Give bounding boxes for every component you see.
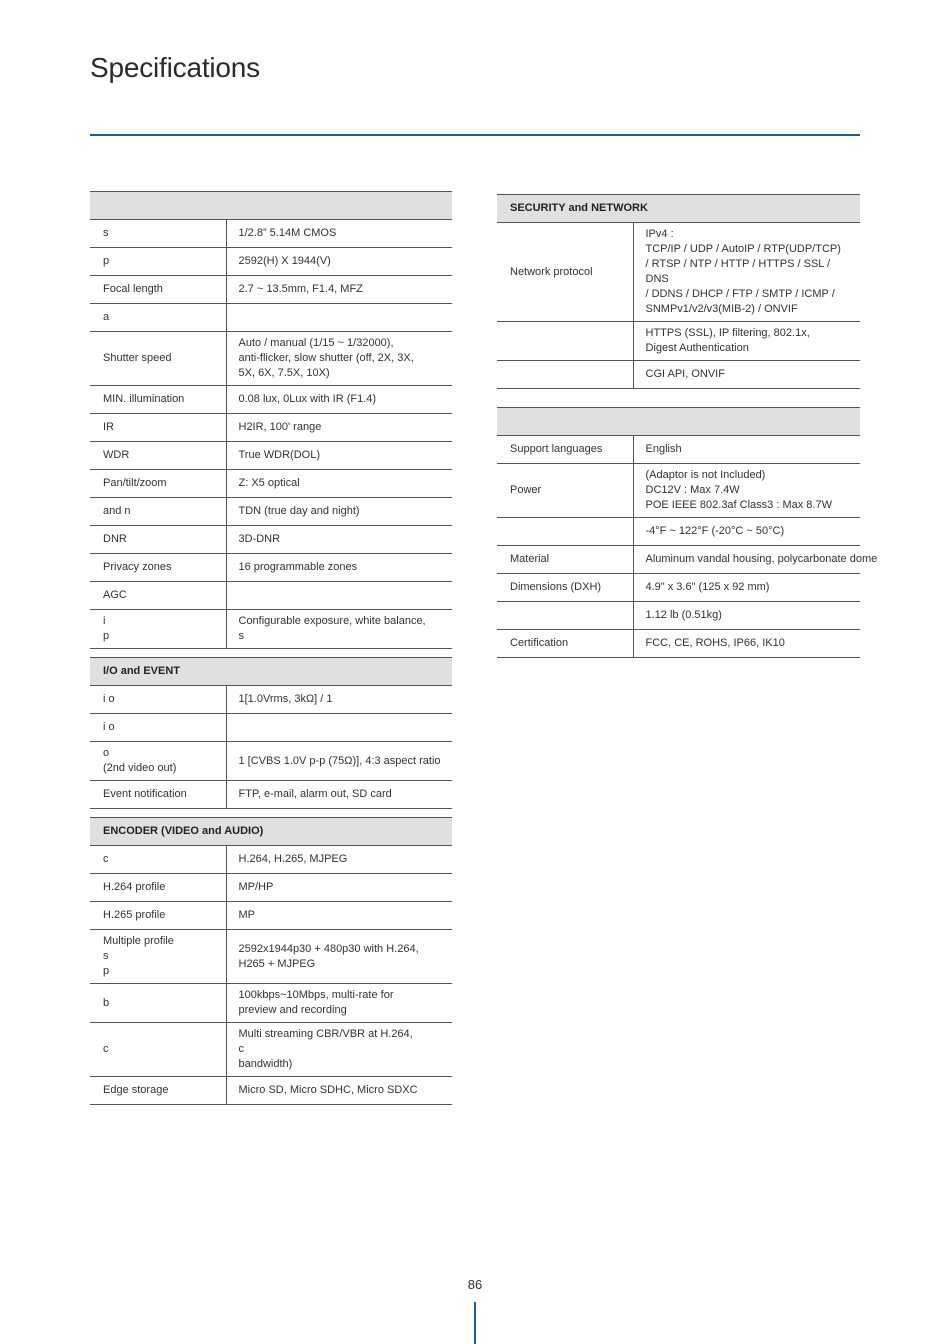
spec-label: c [90,846,226,874]
spec-label: WDR [90,442,226,470]
spec-value: 100kbps~10Mbps, multi-rate for preview and recording [226,984,452,1023]
section-header-row [90,192,452,220]
section-header-row [497,408,860,436]
spec-label: Multiple profile s p [90,930,226,984]
spec-label: c [90,1023,226,1077]
spec-row [90,582,452,610]
spec-value: 16 programmable zones [226,554,452,582]
spec-row [497,602,860,630]
spec-row [90,220,452,248]
section-header [497,408,860,436]
spec-table-section-0 [90,191,452,649]
spec-value: MP/HP [226,874,452,902]
spec-label: and n [90,498,226,526]
spec-label: Dimensions (DXH) [497,574,633,602]
spec-value: 1.12 lb (0.51kg) [633,602,860,630]
spec-row [497,464,860,518]
section-header [90,192,452,220]
spec-row [497,322,860,361]
section-header-row [90,658,452,686]
spec-label: Support languages [497,436,633,464]
spec-label [497,361,633,389]
spec-row [497,630,860,658]
spec-row [90,386,452,414]
spec-row [90,526,452,554]
section-header: ENCODER (VIDEO and AUDIO) [90,818,452,846]
spec-value: 2.7 ~ 13.5mm, F1.4, MFZ [226,276,452,304]
spec-value: True WDR(DOL) [226,442,452,470]
spec-row [497,546,860,574]
spec-value: 2592x1944p30 + 480p30 with H.264, H265 + MJPEG [226,930,452,984]
spec-value: 2592(H) X 1944(V) [226,248,452,276]
spec-value: Aluminum vandal housing, polycarbonate dome [633,546,860,574]
spec-label: H.265 profile [90,902,226,930]
spec-label: Power [497,464,633,518]
spec-row [90,714,452,742]
spec-table-security-and-network [497,194,860,389]
spec-value: Configurable exposure, white balance, s [226,610,452,649]
spec-row [90,498,452,526]
spec-row [90,304,452,332]
spec-value: -4°F ~ 122°F (-20°C ~ 50°C) [633,518,860,546]
spec-row [90,276,452,304]
spec-row [90,248,452,276]
spec-row [497,574,860,602]
spec-row [90,984,452,1023]
spec-row [90,610,452,649]
spec-table-i-o-and-event [90,657,452,809]
spec-value: FTP, e-mail, alarm out, SD card [226,781,452,809]
spec-label: IR [90,414,226,442]
spec-value: MP [226,902,452,930]
spec-label: Privacy zones [90,554,226,582]
spec-row [90,742,452,781]
left-spec-column [90,191,452,1105]
spec-label: Focal length [90,276,226,304]
spec-value [226,714,452,742]
spec-table-encoder-video-and-audio [90,817,452,1105]
spec-row [90,686,452,714]
spec-value: Micro SD, Micro SDHC, Micro SDXC [226,1077,452,1105]
spec-label: Pan/tilt/zoom [90,470,226,498]
spec-value [226,304,452,332]
page-title: Specifications [90,52,260,83]
spec-value: H2IR, 100' range [226,414,452,442]
spec-value: Multi streaming CBR/VBR at H.264, c bandwidth) [226,1023,452,1077]
spec-value [226,582,452,610]
spec-value: H.264, H.265, MJPEG [226,846,452,874]
spec-value: 3D-DNR [226,526,452,554]
section-header-row [90,818,452,846]
spec-label: DNR [90,526,226,554]
spec-value: HTTPS (SSL), IP filtering, 802.1x, Digest Authentication [633,322,860,361]
spec-value: FCC, CE, ROHS, IP66, IK10 [633,630,860,658]
spec-label: p [90,248,226,276]
spec-label: Shutter speed [90,332,226,386]
spec-label: Certification [497,630,633,658]
spec-value: (Adaptor is not Included) DC12V : Max 7.4W POE IEEE 802.3af Class3 : Max 8.7W [633,464,860,518]
spec-row [497,518,860,546]
spec-value: English [633,436,860,464]
spec-label [497,602,633,630]
spec-label: Material [497,546,633,574]
spec-row [497,361,860,389]
spec-label: o (2nd video out) [90,742,226,781]
spec-label: i o [90,686,226,714]
spec-label: H.264 profile [90,874,226,902]
spec-row [90,930,452,984]
spec-value: 0.08 lux, 0Lux with IR (F1.4) [226,386,452,414]
page-number: 86 [467,1277,483,1292]
spec-row [90,470,452,498]
spec-row [497,223,860,322]
spec-label: a [90,304,226,332]
spec-label [497,322,633,361]
spec-label: i p [90,610,226,649]
spec-table-section-1 [497,407,878,658]
spec-value: 1[1.0Vrms, 3kΩ] / 1 [226,686,452,714]
spec-value: 4.9" x 3.6" (125 x 92 mm) [633,574,860,602]
spec-row [90,781,452,809]
spec-value: CGI API, ONVIF [633,361,860,389]
title-divider [90,134,860,136]
spec-label: Network protocol [497,223,633,322]
spec-row [90,1023,452,1077]
spec-label: AGC [90,582,226,610]
spec-value: IPv4 : TCP/IP / UDP / AutoIP / RTP(UDP/TCP) / RTSP / NTP / HTTP / HTTPS / SSL / DNS / DDNS / DHCP / FTP / SMTP / ICMP / SNMPv1/v2/v3(MIB-2) / ONVIF [633,223,860,322]
right-spec-column [497,194,878,658]
spec-row [90,846,452,874]
section-header: SECURITY and NETWORK [497,195,860,223]
page-number-bar [474,1302,476,1344]
spec-row [90,332,452,386]
spec-row [90,414,452,442]
spec-value: 1/2.8” 5.14M CMOS [226,220,452,248]
spec-label: i o [90,714,226,742]
spec-label [497,518,633,546]
spec-value: Z: X5 optical [226,470,452,498]
spec-label: Event notification [90,781,226,809]
spec-row [90,902,452,930]
section-header: I/O and EVENT [90,658,452,686]
spec-label: MIN. illumination [90,386,226,414]
spec-label: b [90,984,226,1023]
spec-label: s [90,220,226,248]
spec-value: Auto / manual (1/15 ~ 1/32000), anti-flicker, slow shutter (off, 2X, 3X, 5X, 6X, 7.5X, 10X) [226,332,452,386]
spec-row [90,1077,452,1105]
spec-row [497,436,860,464]
spec-value: 1 [CVBS 1.0V p-p (75Ω)], 4:3 aspect ratio [226,742,452,781]
spec-row [90,874,452,902]
section-header-row [497,195,860,223]
spec-label: Edge storage [90,1077,226,1105]
spec-value: TDN (true day and night) [226,498,452,526]
spec-row [90,554,452,582]
spec-row [90,442,452,470]
